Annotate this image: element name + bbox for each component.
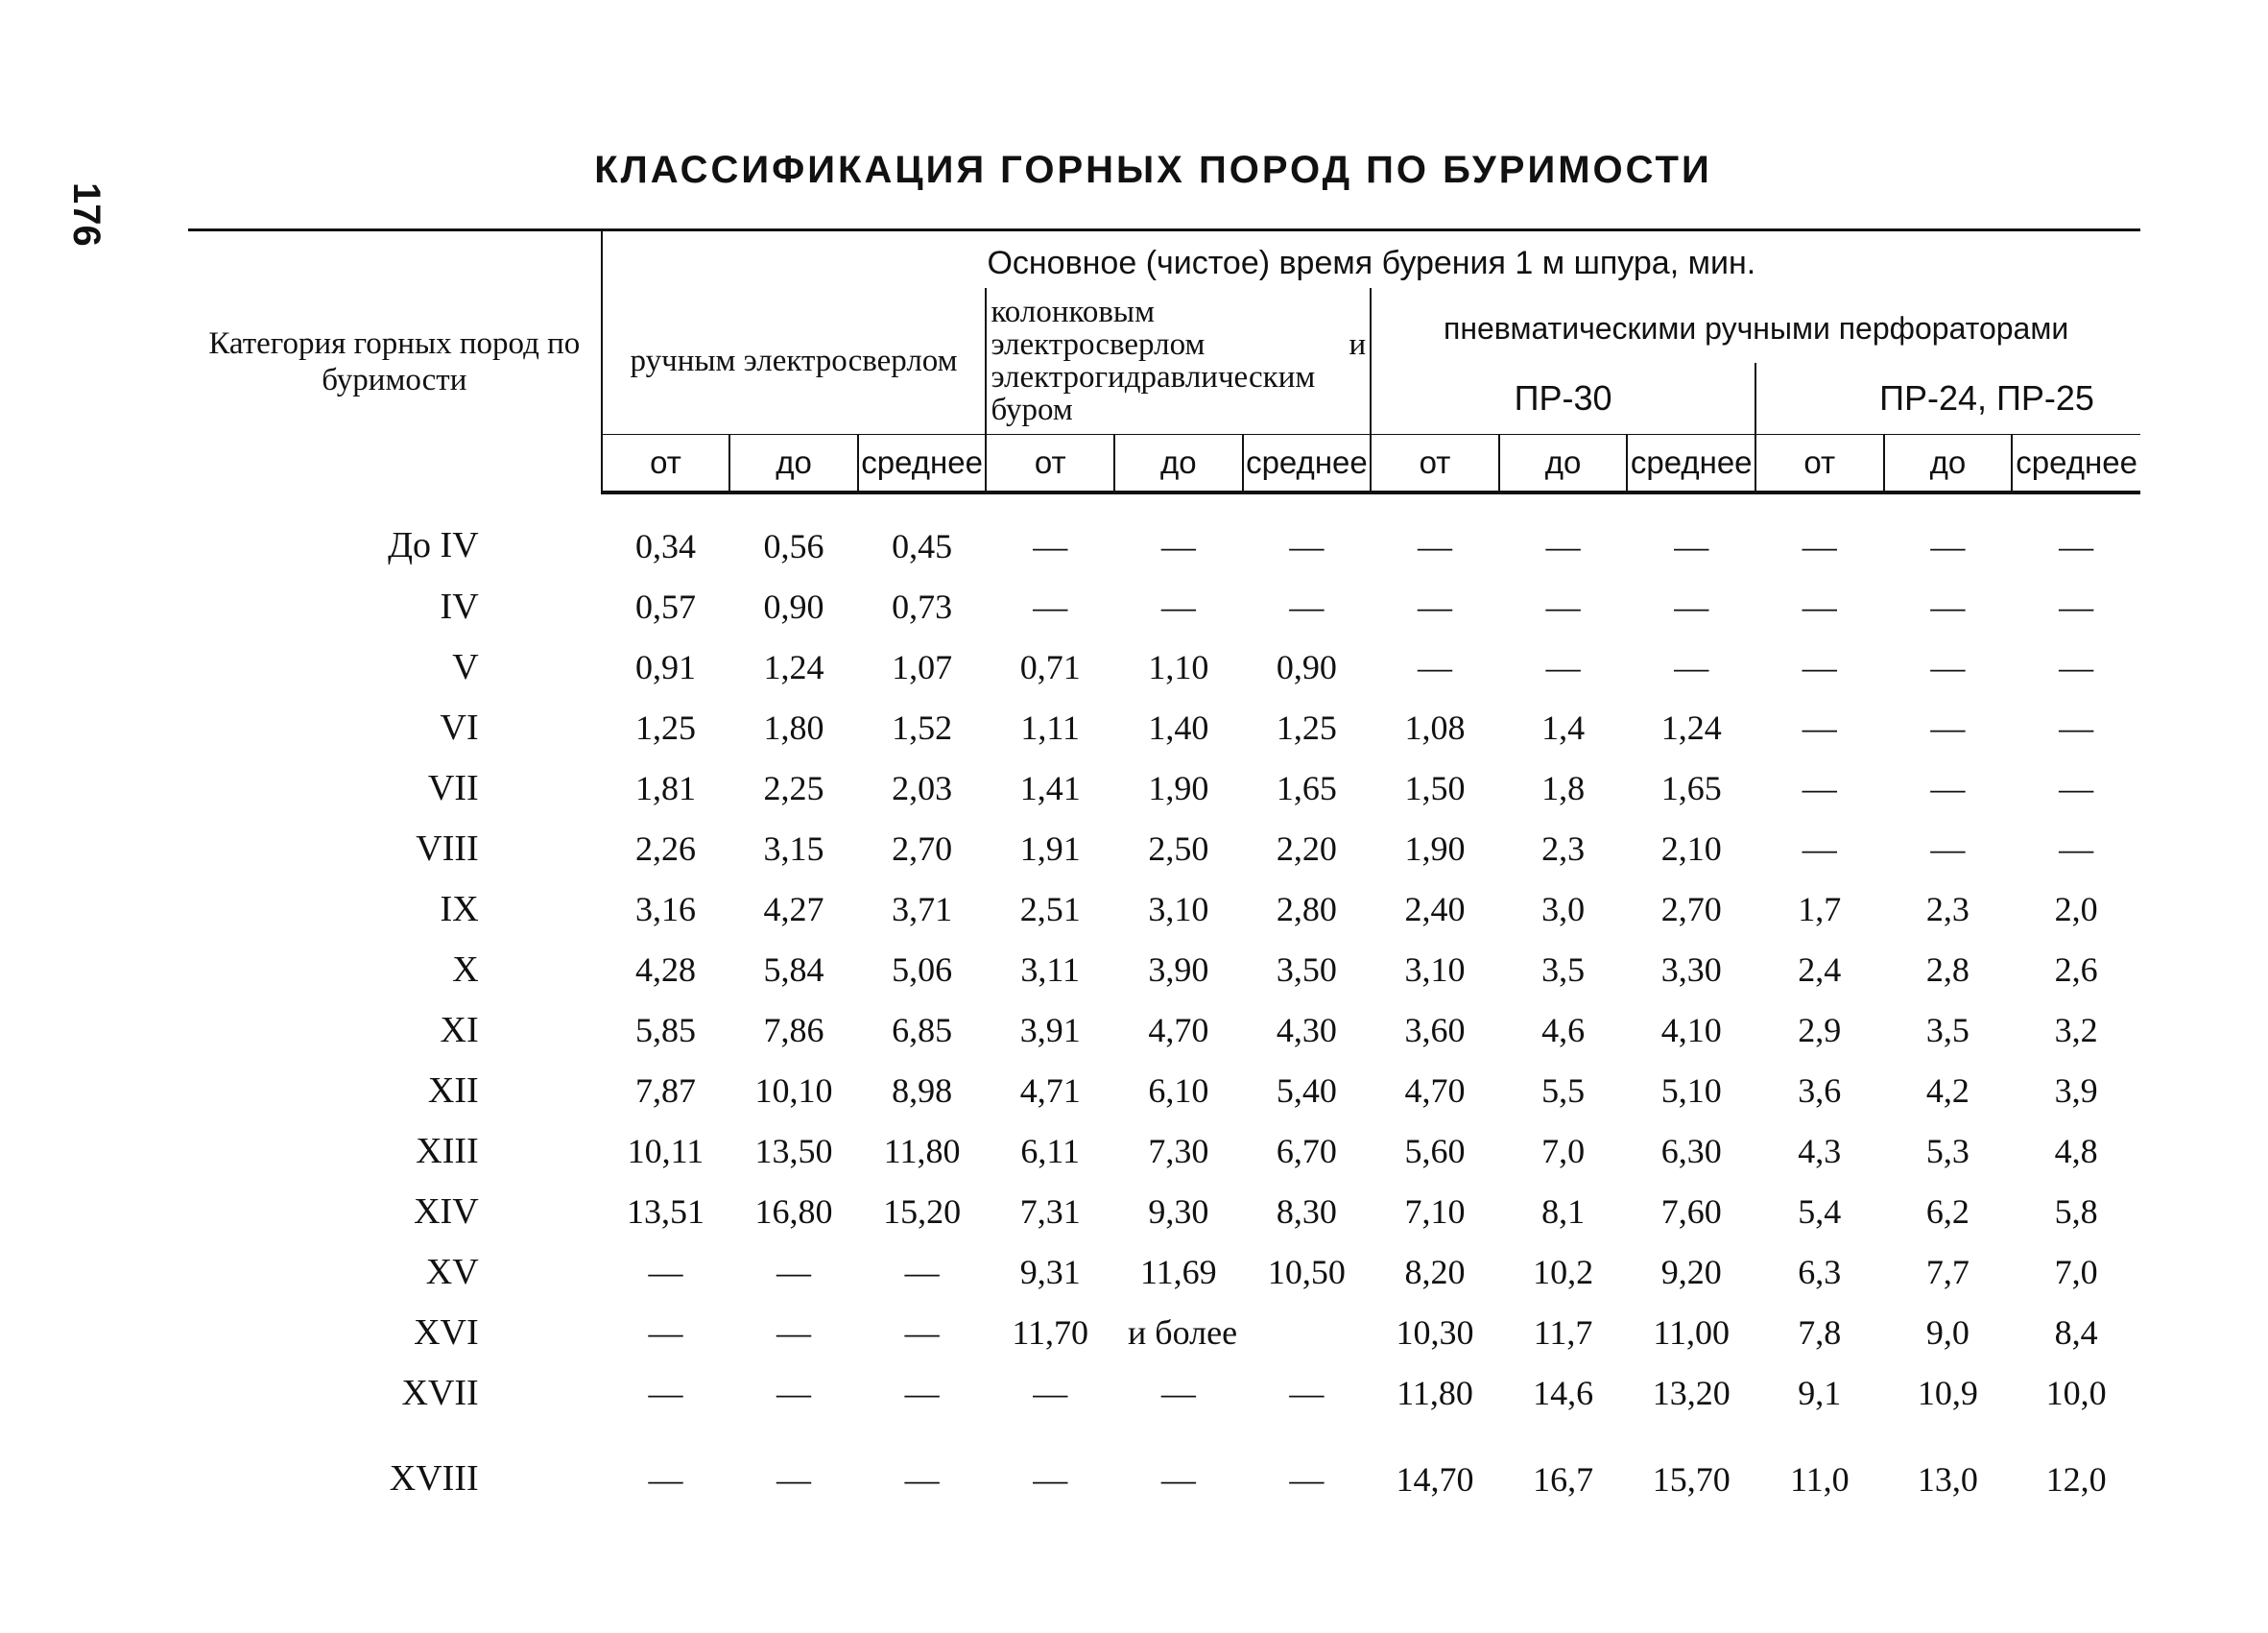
value-cell: — (1160, 587, 1196, 626)
value-cell: 11,80 (1397, 1373, 1473, 1412)
category-cell: X (452, 949, 479, 990)
value-cell: 3,0 (1541, 889, 1586, 928)
value-cell: 9,20 (1660, 1252, 1722, 1291)
value-cell: 5,85 (634, 1010, 696, 1049)
value-cell: 4,30 (1276, 1010, 1337, 1049)
value-cell: 5,06 (892, 949, 953, 989)
value-cell: 16,7 (1533, 1460, 1594, 1499)
value-cell: 8,1 (1541, 1191, 1586, 1231)
category-cell: XVIII (389, 1458, 479, 1499)
value-cell: 16,80 (754, 1191, 833, 1231)
value-cell: 4,27 (763, 889, 824, 928)
value-cell: 2,3 (1541, 829, 1586, 868)
value-cell: 7,86 (763, 1010, 824, 1049)
category-cell: XVI (414, 1311, 479, 1353)
value-cell: 11,70 (1012, 1312, 1089, 1352)
manual-drill-header: ручным электросверлом (602, 288, 987, 435)
category-cell: IV (440, 586, 479, 627)
table-row (188, 1423, 2140, 1500)
value-cell: 1,65 (1660, 768, 1722, 807)
value-cell: — (1930, 647, 1966, 686)
table-row (188, 878, 2140, 939)
value-cell: 10,10 (754, 1070, 833, 1110)
value-cell: 7,0 (1541, 1131, 1586, 1170)
category-cell: VI (440, 707, 479, 748)
value-cell: 4,70 (1148, 1010, 1209, 1049)
category-cell: XI (440, 1009, 479, 1050)
value-cell: 0,34 (634, 526, 696, 565)
value-cell: 13,20 (1652, 1373, 1731, 1412)
value-cell: — (1802, 768, 1837, 807)
value-cell: — (648, 1460, 683, 1499)
value-cell: — (1802, 647, 1837, 686)
value-cell: 3,9 (2054, 1070, 2098, 1110)
value-cell: — (904, 1252, 940, 1291)
value-cell: 6,3 (1798, 1252, 1842, 1291)
value-cell: 9,1 (1798, 1373, 1842, 1412)
value-cell: 13,0 (1917, 1460, 1978, 1499)
pr30-header: ПР-30 (1371, 363, 1755, 434)
col-avg: среднее (2012, 435, 2140, 493)
value-cell: 10,0 (2045, 1373, 2107, 1412)
value-cell: 2,0 (2054, 889, 2098, 928)
value-cell: 2,80 (1276, 889, 1337, 928)
value-cell: 3,5 (1925, 1010, 1970, 1049)
table-row (188, 1060, 2140, 1120)
value-cell: 13,51 (626, 1191, 704, 1231)
value-cell: — (776, 1312, 812, 1352)
value-cell: — (2059, 526, 2094, 565)
value-cell: 1,52 (892, 708, 953, 747)
value-cell: 4,10 (1660, 1010, 1722, 1049)
category-header: Категория горных пород по буримости (188, 230, 602, 493)
col-avg: среднее (1627, 435, 1755, 493)
value-cell: 8,20 (1404, 1252, 1466, 1291)
value-cell: 5,10 (1660, 1070, 1722, 1110)
value-cell: — (1802, 526, 1837, 565)
table-row (188, 757, 2140, 818)
value-cell: — (1289, 587, 1325, 626)
value-cell: 3,30 (1660, 949, 1722, 989)
value-cell: — (776, 1460, 812, 1499)
value-cell: 4,8 (2054, 1131, 2098, 1170)
category-cell: До IV (388, 524, 479, 565)
column-drill-header: колонковым электросверлом и электрогидравлическим буром (986, 288, 1371, 435)
value-cell: — (1930, 587, 1966, 626)
category-cell: XVII (401, 1372, 479, 1413)
category-cell: XV (425, 1251, 479, 1292)
value-cell: 1,4 (1541, 708, 1586, 747)
value-cell: — (1930, 829, 1966, 868)
value-cell: 1,11 (1020, 708, 1081, 747)
value-cell: 10,30 (1396, 1312, 1474, 1352)
value-cell: 2,03 (892, 768, 953, 807)
value-cell: 1,08 (1404, 708, 1466, 747)
table-row (188, 818, 2140, 878)
value-cell: 2,51 (1019, 889, 1081, 928)
value-cell: — (904, 1312, 940, 1352)
value-cell: 4,70 (1404, 1070, 1466, 1110)
value-cell: 7,10 (1404, 1191, 1466, 1231)
value-cell: 11,0 (1789, 1460, 1850, 1499)
value-cell: 2,25 (763, 768, 824, 807)
value-cell: 4,71 (1019, 1070, 1081, 1110)
value-cell: 11,00 (1653, 1312, 1731, 1352)
value-cell: 1,91 (1019, 829, 1081, 868)
pneumatic-header: пневматическими ручными перфораторами (1444, 310, 2069, 346)
value-cell: 6,2 (1925, 1191, 1970, 1231)
value-cell: — (1930, 526, 1966, 565)
value-cell: — (1674, 647, 1709, 686)
value-cell: 11,80 (883, 1131, 961, 1170)
value-cell: — (1033, 1373, 1068, 1412)
value-cell: 1,80 (763, 708, 824, 747)
value-cell: — (776, 1373, 812, 1412)
value-cell: 0,71 (1019, 647, 1081, 686)
col-to: до (1114, 435, 1243, 493)
value-cell (1243, 1302, 1372, 1362)
value-cell: 2,10 (1660, 829, 1722, 868)
table-row (188, 1362, 2140, 1423)
value-cell: 4,3 (1798, 1131, 1842, 1170)
value-cell: 6,30 (1660, 1131, 1722, 1170)
value-cell: 6,85 (892, 1010, 953, 1049)
value-cell: 2,3 (1925, 889, 1970, 928)
value-cell: 5,5 (1541, 1070, 1586, 1110)
value-cell: 3,11 (1020, 949, 1081, 989)
value-cell: — (1289, 526, 1325, 565)
value-cell: — (904, 1460, 940, 1499)
value-cell: 5,3 (1925, 1131, 1970, 1170)
value-cell: 7,0 (2054, 1252, 2098, 1291)
value-cell: 3,2 (2054, 1010, 2098, 1049)
value-cell: — (648, 1373, 683, 1412)
value-cell: — (1289, 1373, 1325, 1412)
value-cell: 0,91 (634, 647, 696, 686)
value-cell: — (1418, 647, 1453, 686)
value-cell: 8,30 (1276, 1191, 1337, 1231)
col-to: до (1884, 435, 2013, 493)
value-cell: 15,20 (883, 1191, 962, 1231)
value-cell: 3,91 (1019, 1010, 1081, 1049)
value-cell: — (1545, 526, 1581, 565)
value-cell: 2,4 (1798, 949, 1842, 989)
value-cell: 2,70 (1660, 889, 1722, 928)
value-cell: — (2059, 647, 2094, 686)
value-cell: — (904, 1373, 940, 1412)
value-cell: — (1160, 1373, 1196, 1412)
value-cell: 0,45 (892, 526, 953, 565)
table-row (188, 1241, 2140, 1302)
value-cell: — (1802, 708, 1837, 747)
table-row (188, 1120, 2140, 1181)
value-cell: 7,30 (1148, 1131, 1209, 1170)
value-cell: и более (1128, 1312, 1238, 1352)
value-cell: 10,11 (627, 1131, 704, 1170)
value-cell: 7,60 (1660, 1191, 1722, 1231)
value-cell: 2,26 (634, 829, 696, 868)
value-cell: — (1033, 587, 1068, 626)
value-cell: 2,8 (1925, 949, 1970, 989)
category-cell: VIII (416, 828, 479, 869)
value-cell: 3,10 (1404, 949, 1466, 989)
table-row (188, 999, 2140, 1060)
value-cell: 1,81 (634, 768, 696, 807)
page-title: КЛАССИФИКАЦИЯ ГОРНЫХ ПОРОД ПО БУРИМОСТИ (594, 149, 1712, 191)
value-cell: 5,40 (1276, 1070, 1337, 1110)
value-cell: — (1160, 526, 1196, 565)
value-cell: 5,4 (1798, 1191, 1842, 1231)
value-cell: 7,31 (1019, 1191, 1081, 1231)
value-cell: 12,0 (2045, 1460, 2107, 1499)
value-cell: 6,70 (1276, 1131, 1337, 1170)
value-cell: 4,2 (1925, 1070, 1970, 1110)
value-cell: — (1160, 1460, 1196, 1499)
value-cell: 0,90 (763, 587, 824, 626)
value-cell: — (1802, 829, 1837, 868)
value-cell: 9,31 (1019, 1252, 1081, 1291)
value-cell: — (2059, 708, 2094, 747)
category-cell: XIII (416, 1130, 479, 1171)
value-cell: 11,7 (1533, 1312, 1593, 1352)
value-cell: — (1674, 587, 1709, 626)
value-cell: — (1545, 647, 1581, 686)
category-cell: VII (427, 767, 479, 808)
value-cell: 1,10 (1148, 647, 1209, 686)
drillability-table (188, 228, 2140, 1500)
value-cell: — (2059, 768, 2094, 807)
value-cell: 7,8 (1798, 1312, 1842, 1352)
table-row (188, 492, 2140, 576)
value-cell: 8,98 (892, 1070, 953, 1110)
value-cell: 1,90 (1148, 768, 1209, 807)
value-cell: 1,90 (1404, 829, 1466, 868)
value-cell: 3,50 (1276, 949, 1337, 989)
value-cell: 14,6 (1533, 1373, 1594, 1412)
category-cell: IX (440, 888, 479, 929)
value-cell: — (1418, 587, 1453, 626)
value-cell: 4,28 (634, 949, 696, 989)
col-from: от (986, 435, 1114, 493)
table-row (188, 1302, 2140, 1362)
table-header (188, 230, 2140, 493)
value-cell: — (1033, 526, 1068, 565)
value-cell: 7,87 (634, 1070, 696, 1110)
value-cell: — (1545, 587, 1581, 626)
value-cell: 3,60 (1404, 1010, 1466, 1049)
value-cell: 5,60 (1404, 1131, 1466, 1170)
value-cell: — (648, 1252, 683, 1291)
value-cell: 9,0 (1925, 1312, 1970, 1352)
col-from: от (1755, 435, 1884, 493)
value-cell: 1,25 (634, 708, 696, 747)
table-row (188, 939, 2140, 999)
category-cell: V (452, 646, 479, 687)
value-cell: 1,7 (1798, 889, 1842, 928)
value-cell: 9,30 (1148, 1191, 1209, 1231)
value-cell: — (1674, 526, 1709, 565)
value-cell: 14,70 (1396, 1460, 1474, 1499)
value-cell: 3,90 (1148, 949, 1209, 989)
col-from: от (1371, 435, 1499, 493)
value-cell: 15,70 (1652, 1460, 1731, 1499)
value-cell: — (1033, 1460, 1068, 1499)
value-cell: 2,70 (892, 829, 953, 868)
value-cell: — (1418, 526, 1453, 565)
value-cell: — (1289, 1460, 1325, 1499)
pr24-header: ПР-24, ПР-25 (1879, 378, 2094, 418)
value-cell: 6,10 (1148, 1070, 1209, 1110)
category-cell: XIV (414, 1190, 479, 1232)
value-cell: 6,11 (1020, 1131, 1081, 1170)
value-cell: 10,2 (1533, 1252, 1594, 1291)
value-cell: 1,25 (1276, 708, 1337, 747)
value-cell: 2,6 (2054, 949, 2098, 989)
col-to: до (729, 435, 858, 493)
value-cell: 2,20 (1276, 829, 1337, 868)
value-cell: 1,24 (763, 647, 824, 686)
value-cell: 0,57 (634, 587, 696, 626)
value-cell: 3,5 (1541, 949, 1586, 989)
value-cell: 1,8 (1541, 768, 1586, 807)
value-cell: 3,71 (892, 889, 953, 928)
value-cell: 2,50 (1148, 829, 1209, 868)
col-avg: среднее (858, 435, 987, 493)
value-cell: 1,24 (1660, 708, 1722, 747)
value-cell: 0,73 (892, 587, 953, 626)
value-cell: 3,10 (1148, 889, 1209, 928)
value-cell: 7,7 (1925, 1252, 1970, 1291)
value-cell: — (1930, 708, 1966, 747)
value-cell: 2,9 (1798, 1010, 1842, 1049)
table-row (188, 576, 2140, 636)
page-number: 176 (65, 182, 107, 247)
value-cell: 5,8 (2054, 1191, 2098, 1231)
value-cell: — (648, 1312, 683, 1352)
value-cell: 1,41 (1019, 768, 1081, 807)
value-cell: 3,15 (763, 829, 824, 868)
value-cell: 5,84 (763, 949, 824, 989)
table-row (188, 636, 2140, 697)
value-cell: 1,65 (1276, 768, 1337, 807)
category-cell: XII (427, 1069, 479, 1111)
col-from: от (602, 435, 730, 493)
col-avg: среднее (1243, 435, 1372, 493)
value-cell: 3,16 (634, 889, 696, 928)
value-cell: 10,50 (1267, 1252, 1346, 1291)
value-cell: 10,9 (1917, 1373, 1978, 1412)
value-cell: 1,40 (1148, 708, 1209, 747)
value-cell: — (2059, 829, 2094, 868)
table-row (188, 1181, 2140, 1241)
main-group-header: Основное (чистое) время бурения 1 м шпура, мин. (987, 245, 1756, 281)
value-cell: 1,07 (892, 647, 953, 686)
value-cell: 11,69 (1139, 1252, 1217, 1291)
table-body (188, 492, 2140, 1500)
value-cell: 13,50 (754, 1131, 833, 1170)
value-cell: 0,56 (763, 526, 824, 565)
value-cell: — (2059, 587, 2094, 626)
col-to: до (1499, 435, 1628, 493)
value-cell: 0,90 (1276, 647, 1337, 686)
value-cell: 4,6 (1541, 1010, 1586, 1049)
value-cell: 3,6 (1798, 1070, 1842, 1110)
value-cell: 1,50 (1404, 768, 1466, 807)
table-row (188, 697, 2140, 757)
value-cell: 8,4 (2054, 1312, 2098, 1352)
value-cell: — (1802, 587, 1837, 626)
value-cell: — (776, 1252, 812, 1291)
value-cell: — (1930, 768, 1966, 807)
value-cell: 2,40 (1404, 889, 1466, 928)
